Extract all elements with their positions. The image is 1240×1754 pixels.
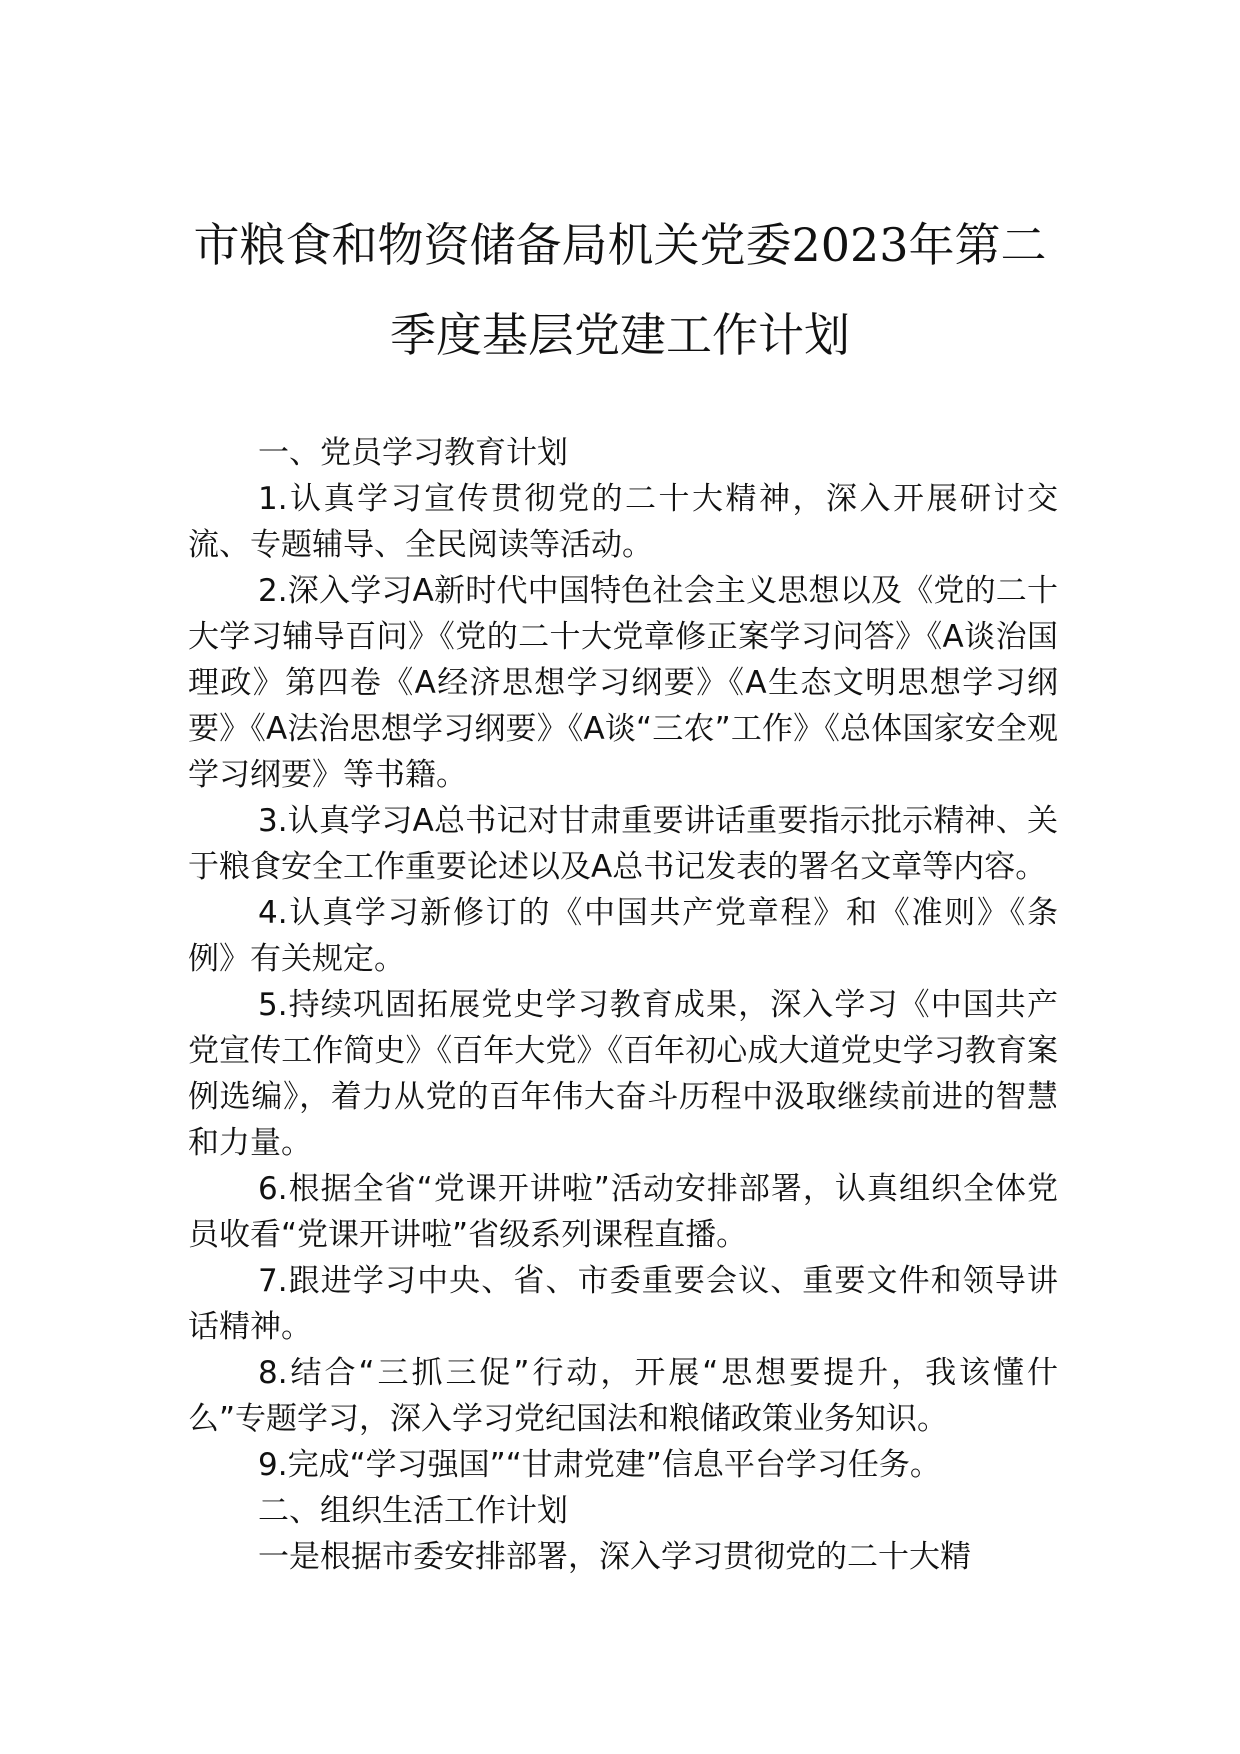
paragraph-item-3: 3.认真学习A总书记对甘肃重要讲话重要指示批示精神、关于粮食安全工作重要论述以及A总书记发表的署名文章等内容。 [188,803,1058,885]
paragraph-item-5: 5.持续巩固拓展党史学习教育成果，深入学习《中国共产党宣传工作简史》《百年大党》《百年初心成大道党史学习教育案例选编》，着力从党的百年伟大奋斗历程中汲取继续前进的智慧和力量。 [188,987,1058,1161]
paragraph-item-4: 4.认真学习新修订的《中国共产党章程》和《准则》《条例》有关规定。 [188,895,1058,977]
paragraph-item-2: 2.深入学习A新时代中国特色社会主义思想以及《党的二十大学习辅导百问》《党的二十大党章修正案学习问答》《A谈治国理政》第四卷《A经济思想学习纲要》《A生态文明思想学习纲要》《A法治思想学习纲要》《A谈“三农”工作》《总体国家安全观学习纲要》等书籍。 [188,573,1058,793]
title-line-1: 市粮食和物资储备局机关党委2023年第二 [193,218,1047,272]
paragraph-item-8: 8.结合“三抓三促”行动，开展“思想要提升，我该懂什么”专题学习，深入学习党纪国法和粮储政策业务知识。 [188,1355,1058,1437]
paragraph-item-9: 9.完成“学习强国”“甘肃党建”信息平台学习任务。 [258,1447,941,1483]
paragraph-organization-1: 一是根据市委安排部署，深入学习贯彻党的二十大精 [258,1539,971,1575]
document-body [188,430,1058,1580]
section-heading-study: 一、党员学习教育计划 [258,435,568,471]
document-title [160,200,1080,380]
section-heading-organization: 二、组织生活工作计划 [258,1493,568,1529]
paragraph-item-6: 6.根据全省“党课开讲啦”活动安排部署，认真组织全体党员收看“党课开讲啦”省级系列课程直播。 [188,1171,1058,1253]
paragraph-item-1: 1.认真学习宣传贯彻党的二十大精神，深入开展研讨交流、专题辅导、全民阅读等活动。 [188,481,1058,563]
paragraph-item-7: 7.跟进学习中央、省、市委重要会议、重要文件和领导讲话精神。 [188,1263,1058,1345]
title-line-2: 季度基层党建工作计划 [390,308,850,362]
